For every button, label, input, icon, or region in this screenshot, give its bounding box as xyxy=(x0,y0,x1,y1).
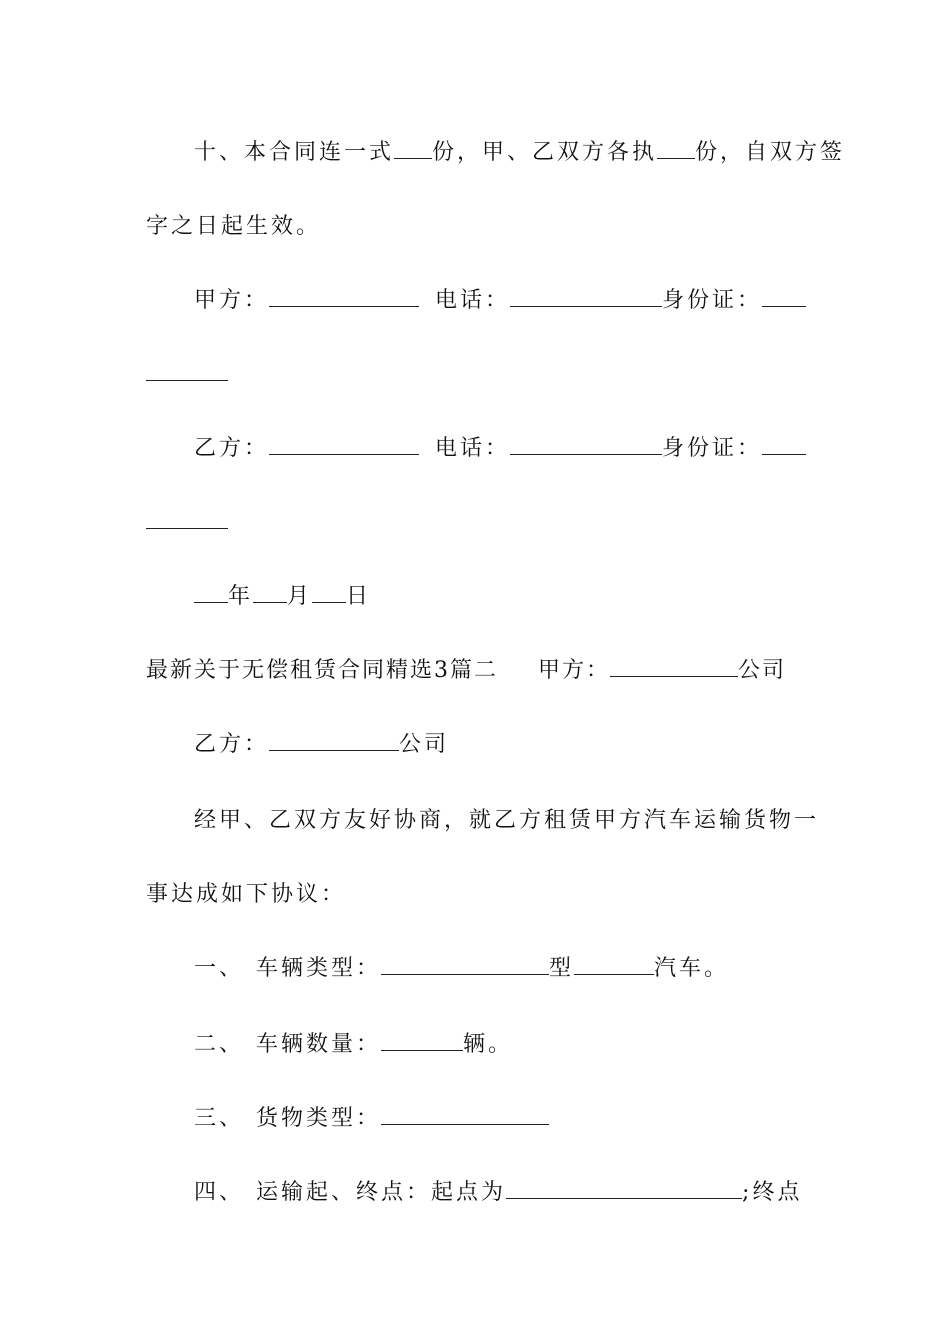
intro-line-1 xyxy=(194,806,820,836)
sig-party-a-name-blank xyxy=(269,288,419,307)
sig-party-a-id-blank-cont xyxy=(146,362,228,381)
sig-party-b-name-blank xyxy=(269,436,419,455)
item-2-label: 车辆数量： xyxy=(256,1032,382,1057)
item-4-label: 运输起、终点：起点为 xyxy=(256,1180,507,1205)
party-b-company-blank xyxy=(269,732,399,751)
party-a-label: 甲方： xyxy=(538,658,611,683)
intro-text-1: 经甲、乙双方友好协商，就乙方租赁甲方汽车运输货物一 xyxy=(194,808,820,833)
item-4-end: ;终点 xyxy=(742,1180,803,1205)
item-1-end: 汽车。 xyxy=(654,956,730,981)
month-label: 月 xyxy=(287,584,313,609)
sig-party-b-phone-label: 电话： xyxy=(435,436,511,461)
item-4-number: 四、 xyxy=(194,1180,245,1205)
vehicle-kind-blank xyxy=(574,956,654,975)
intro-line-2 xyxy=(146,880,806,910)
clause-10-text-d: 字之日起生效。 xyxy=(146,214,322,239)
date-line xyxy=(194,582,806,612)
item-1-label: 车辆类型： xyxy=(256,956,382,981)
start-point-blank xyxy=(506,1180,742,1199)
item-1-type-label: 型 xyxy=(549,956,575,981)
party-a-company-blank xyxy=(610,658,738,677)
sig-party-a-id-blank xyxy=(762,288,806,307)
clause-10-text-c: 份，自双方签 xyxy=(695,140,846,165)
item-3-label: 货物类型： xyxy=(256,1106,382,1131)
signature-party-b xyxy=(194,434,806,464)
sig-party-b-id-label: 身份证： xyxy=(662,436,763,461)
clause-10-text-b: 份，甲、乙双方各执 xyxy=(432,140,658,165)
sig-party-a-label: 甲方： xyxy=(194,288,270,313)
item-4-line xyxy=(194,1178,806,1208)
clause-10-line-1 xyxy=(194,138,846,168)
party-b-company-suffix: 公司 xyxy=(399,732,450,757)
sig-party-a-phone-label: 电话： xyxy=(435,288,511,313)
sig-party-a-id-label: 身份证： xyxy=(662,288,763,313)
item-1-line xyxy=(194,954,806,984)
vehicle-model-blank xyxy=(381,956,549,975)
item-2-end: 辆。 xyxy=(463,1032,514,1057)
day-blank xyxy=(312,584,346,603)
vehicle-count-blank xyxy=(381,1032,463,1051)
month-blank xyxy=(253,584,287,603)
item-3-number: 三、 xyxy=(194,1106,245,1131)
signature-party-a-cont xyxy=(146,360,806,390)
party-b-label: 乙方： xyxy=(194,732,270,757)
item-2-number: 二、 xyxy=(194,1032,245,1057)
item-2-line xyxy=(194,1030,806,1060)
cargo-type-blank xyxy=(381,1106,549,1125)
section-heading-line xyxy=(146,656,806,686)
item-3-line xyxy=(194,1104,806,1134)
sig-party-b-phone-blank xyxy=(510,436,662,455)
party-a-company-suffix: 公司 xyxy=(738,658,787,683)
sig-party-b-id-blank-cont xyxy=(146,510,228,529)
clause-10-text-a: 十、本合同连一式 xyxy=(194,140,395,165)
section-heading: 最新关于无偿租赁合同精选3篇二 xyxy=(146,658,498,683)
year-label: 年 xyxy=(228,584,254,609)
party-b-line xyxy=(194,730,806,760)
sig-party-a-phone-blank xyxy=(510,288,662,307)
copies-total-blank xyxy=(394,140,432,159)
day-label: 日 xyxy=(346,584,372,609)
clause-10-line-2 xyxy=(146,212,806,242)
sig-party-b-id-blank xyxy=(762,436,806,455)
signature-party-a xyxy=(194,286,806,316)
year-blank xyxy=(194,584,228,603)
item-1-number: 一、 xyxy=(194,956,245,981)
intro-text-2: 事达成如下协议： xyxy=(146,882,347,907)
copies-each-blank xyxy=(657,140,695,159)
signature-party-b-cont xyxy=(146,508,806,538)
sig-party-b-label: 乙方： xyxy=(194,436,270,461)
